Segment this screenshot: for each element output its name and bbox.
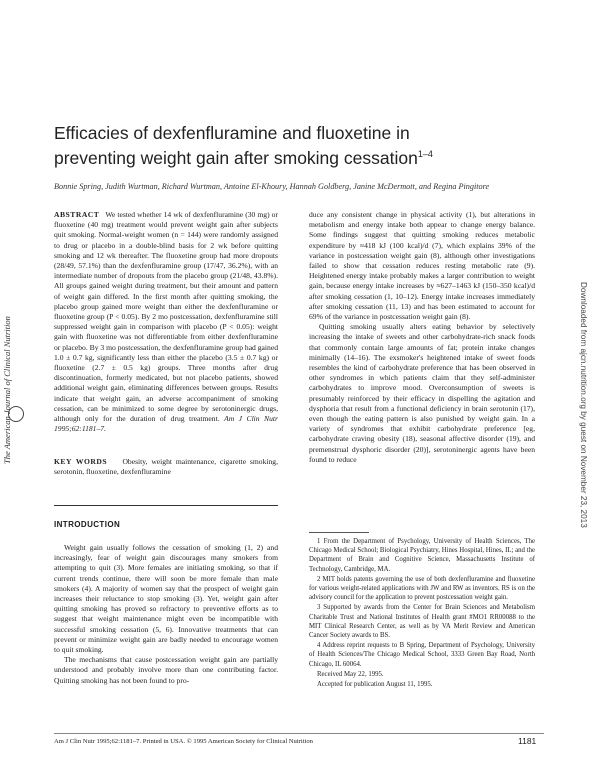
intro-paragraph: Weight gain usually follows the cessation of smoking (1, 2) and increasingly, fear of weight gain discourages many smokers from attempting to quit (3). More females are initiating smoking, so that if current trends continue, there will soon be more female than male smokers (4). A majority of women say that the prospect of weight gain increases their reluctance to stop smoking (3). Yet, weight gain after quitting smoking has proved so refractory to preventive efforts as to suggest that weight maintenance might even be incompatible with successful smoking cessation (5, 6). Innovative treatments that can prevent or minimize weight gain are badly needed to encourage women to quit smoking. <box>54 543 278 655</box>
title-footnote-marks: 1–4 <box>417 149 433 159</box>
introduction-body <box>54 543 278 686</box>
title-text: Efficacies of dexfenfluramine and fluoxetine in preventing weight gain after smoking cessation <box>54 123 418 168</box>
footnote-divider <box>309 532 369 533</box>
body-paragraph: duce any consistent change in physical activity (1), but alterations in metabolism and energy intake both appear to change energy balance. Some findings suggest that quitting smoking reduces metabolic expenditure by ≈418 kJ (100 kcal)/d (7), which explains 39% of the variance in postcessation weight gain (8), although other investigations failed to show that cessation reduces resting metabolic rate (9). Heightened energy intake probably makes a larger contribution to weight gain, because energy intake increases by ≈627–1463 kJ (150–350 kcal)/d after smoking cessation (1, 10–12). Energy intake increases immediately after smoking cessation (11, 13) and has been estimated to account for 69% of the variance in postcessation weight gain (8). <box>309 210 535 322</box>
download-watermark <box>566 240 588 570</box>
intro-paragraph: The mechanisms that cause postcessation weight gain are partially understood and probably involve more than one contributing factor. Quitting smoking has not been found to pro- <box>54 655 278 685</box>
section-divider <box>54 505 278 506</box>
footnotes <box>309 537 535 690</box>
body-paragraph: Quitting smoking usually alters eating behavior by selectively increasing the intake of sweets and other carbohydrate-rich snack foods that commonly contain large amounts of fat; protein intake changes minimally (14–16). The exsmoker's heightened intake of sweet foods resembles the kind of carbohydrate preference that has been observed in other syndromes in which patients claim that they self-administer carbohydrates to improve mood. Overconsumption of sweets is presumably reinforced by their efficacy in dispelling the agitation and dysphoria that result from a functional deficiency in brain serotonin (17), even though the eating pattern is also punished by weight gain. In a variety of syndromes that exhibit carbohydrate preference [eg, carbohydrate craving obesity (18), seasonal affective disorder (19), and premenstrual dysphoric disorder (20)], serotoninergic agents have been found to reduce <box>309 322 535 464</box>
abstract-label: ABSTRACT <box>54 210 100 219</box>
received-date: Received May 22, 1995. <box>317 670 384 678</box>
author-list: Bonnie Spring, Judith Wurtman, Richard Wurtman, Antoine El-Khoury, Hannah Goldberg, Janine McDermott, and Regina Pingitore <box>54 182 490 191</box>
footnote: 4 Address reprint requests to B Spring, Department of Psychology, University of Health Sciences/The Chicago Medical School, 3333 Green Bay Road, North Chicago, IL 60064. <box>309 642 535 668</box>
right-column-body <box>309 210 535 465</box>
journal-seal-icon <box>8 406 24 422</box>
keywords <box>54 457 278 477</box>
journal-name-sidebar <box>2 250 28 530</box>
abstract <box>54 210 278 434</box>
journal-name-vertical: The American Journal of Clinical Nutrition <box>2 316 12 464</box>
footer-rule <box>54 733 544 734</box>
accepted-date: Accepted for publication August 11, 1995. <box>317 681 433 689</box>
journal-footer: Am J Clin Nutr 1995;62:1181–7. Printed in USA. © 1995 American Society for Clinical Nutrition <box>54 738 313 745</box>
introduction-heading: INTRODUCTION <box>54 520 121 529</box>
download-notice-vertical: Downloaded from ajcn.nutrition.org by guest on November 23, 2013 <box>579 282 588 528</box>
footnote: 2 MIT holds patents governing the use of both dexfenfluramine and fluoxetine for various weight-related applications with JW and RW as inventors. RS is on the advisory council for the application to prevent postcessation weight gain. <box>309 575 535 602</box>
keywords-text: Obesity, weight maintenance, cigarette smoking, serotonin, fluoxetine, dexfenfluramine <box>54 457 278 477</box>
abstract-text: We tested whether 14 wk of dexfenfluramine (30 mg) or fluoxetine (40 mg) treatment would prevent weight gain after subjects quit smoking. Normal-weight women (n = 144) were randomly assigned to drug or placebo in a double-blind basis for 2 wk before quitting smoking and 12 wk thereafter. The fluoxetine group had more dropouts (28/49, 57.1%) than the dexfenfluramine group (17/47, 36.2%), with an intermediate number of dropouts from the placebo group (21/48, 43.8%). All groups gained weight during treatment, but their amount and pattern of weight gain differed. In the first month after quitting smoking, the placebo group gained more weight than either the dexfenfluramine or fluoxetine group (P < 0.05). By 2 mo postcessation, dexfenfluramine still suppressed weight gain in comparison with placebo (P < 0.05): weight gain with fluoxetine was not differentiable from either dexfenfluramine or placebo. By 3 mo postcessation, the dexfenfluramine group had gained 1.0 ± 0.7 kg, significantly less than either the placebo (3.5 ± 0.7 kg) or fluoxetine (2.7 ± 0.5 kg) groups. Three months after drug discontinuation, formerly medicated, but not placebo patients, showed additional weight gain, eliminating differences between groups. Results indicate that weight gain, an adverse accompaniment of smoking cessation, can be minimized to some degree by serotoninergic drugs, although only for the duration of drug treatment. <box>54 210 278 424</box>
article-title <box>54 123 494 169</box>
abstract-citation: Am J Clin Nutr 1995;62:1181–7. <box>54 414 278 434</box>
footnote: 1 From the Department of Psychology, University of Health Sciences, The Chicago Medical School; Biological Psychiatry, Hines Hospital, Hines, IL; and the Department of Brain and Cognitive Science, Massachusetts Institute of Technology, Cambridge, MA. <box>309 538 535 573</box>
page-number: 1181 <box>518 736 537 746</box>
keywords-label: KEY WORDS <box>54 457 108 466</box>
footnote: 3 Supported by awards from the Center for Brain Sciences and Metabolism Charitable Trust and National Institutes of Health grant #MO1 RR00088 to the MIT Clinical Research Center, as well as by VA Merit Review and American Cancer Society awards to BS. <box>309 604 535 640</box>
